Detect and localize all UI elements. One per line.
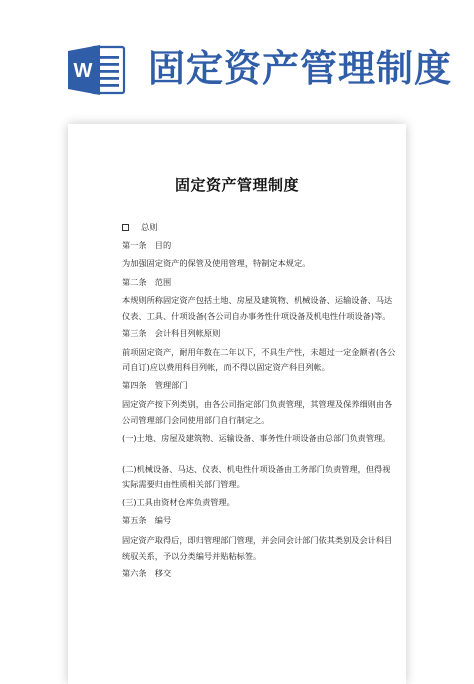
word-icon-letter: W	[73, 60, 93, 82]
article-6-heading: 第六条 移交	[122, 568, 172, 578]
section-heading-general: 总则	[122, 219, 372, 236]
banner-title: 固定资产管理制度	[148, 47, 452, 90]
document-page	[68, 124, 406, 684]
article-3-heading: 第三条 会计科目列帐原则	[122, 328, 221, 338]
article-4-item-1: (一)土地、房屋及建筑物、运输设备、事务性什项设备由总部门负责管理。	[122, 433, 391, 443]
article-1-text: 为加强固定资产的保管及使用管理，特制定本规定。	[122, 258, 311, 268]
article-2-heading: 第二条 范围	[122, 277, 172, 287]
article-3-text-2: 司自订)应以费用科目列帐，而不得以固定资产科目列帐。	[122, 362, 330, 372]
article-4-item-2-line-1: (二)机械设备、马达、仪表、机电性什项设备由工务部门负责管理，但得视	[122, 464, 391, 474]
header-banner	[0, 0, 474, 120]
article-1-heading: 第一条 目的	[122, 240, 172, 250]
article-4-item-2-line-2: 实际需要归由性质相关部门管理。	[122, 479, 245, 489]
checkbox-square-icon	[122, 224, 129, 231]
document-title: 固定资产管理制度	[174, 176, 299, 194]
article-2-text-1: 本规则所称固定资产包括土地、房屋及建筑物、机械设备、运输设备、马达	[122, 295, 393, 305]
article-4-text-1: 固定资产按下列类别，由各公司指定部门负责管理，其管理及保养细则由各	[122, 399, 393, 409]
article-3-text-1: 前项固定资产，耐用年数在二年以下，不具生产性，未超过一定金额者(各公	[122, 347, 396, 357]
word-document-icon	[66, 44, 126, 96]
article-5-heading: 第五条 编号	[122, 515, 172, 525]
article-4-item-3: (三)工具由资材仓库负责管理。	[122, 497, 235, 507]
article-2-text-2: 仪表、工具、什项设备(各公司自办事务性什项设备及机电性什项设备)等。	[122, 311, 391, 321]
article-5-text-1: 固定资产取得后，即归管理部门管理，并会同会计部门依其类别及会计科目	[122, 535, 393, 545]
article-5-text-2: 统驭关系，予以分类编号并贴粘标签。	[122, 551, 262, 561]
article-4-heading: 第四条 管理部门	[122, 380, 188, 390]
article-4-text-2: 公司管理部门会同使用部门自行制定之。	[122, 415, 270, 425]
